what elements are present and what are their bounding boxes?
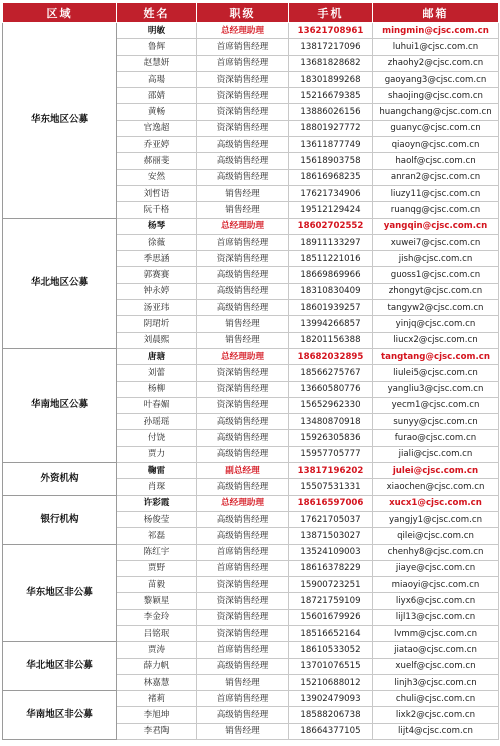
header-title: 职级 xyxy=(197,3,289,23)
name-cell: 杨柳 xyxy=(117,381,197,397)
title-cell: 高级销售经理 xyxy=(197,528,289,544)
phone-cell: 13871503027 xyxy=(289,528,373,544)
name-cell: 乔亚婷 xyxy=(117,137,197,153)
region-cell: 华南地区非公募 xyxy=(3,691,117,740)
name-cell: 刘哲语 xyxy=(117,185,197,201)
title-cell: 首席销售经理 xyxy=(197,55,289,71)
title-cell: 资深销售经理 xyxy=(197,381,289,397)
phone-cell: 18310830409 xyxy=(289,283,373,299)
title-cell: 资深销售经理 xyxy=(197,120,289,136)
table-row xyxy=(3,463,499,479)
email-cell: miaoyi@cjsc.com.cn xyxy=(373,577,499,593)
title-cell: 高级销售经理 xyxy=(197,169,289,185)
name-cell: 杨俊莹 xyxy=(117,511,197,527)
phone-cell: 13817196202 xyxy=(289,463,373,479)
header-region: 区域 xyxy=(3,3,117,23)
email-cell: yecm1@cjsc.com.cn xyxy=(373,397,499,413)
phone-cell: 13817217096 xyxy=(289,39,373,55)
name-cell: 杨琴 xyxy=(117,218,197,234)
name-cell: 贾涛 xyxy=(117,642,197,658)
title-cell: 总经理助理 xyxy=(197,495,289,511)
email-cell: xucx1@cjsc.com.cn xyxy=(373,495,499,511)
title-cell: 销售经理 xyxy=(197,723,289,739)
phone-cell: 18511221016 xyxy=(289,251,373,267)
email-cell: tangyw2@cjsc.com.cn xyxy=(373,300,499,316)
title-cell: 资深销售经理 xyxy=(197,577,289,593)
email-cell: xiaochen@cjsc.com.cn xyxy=(373,479,499,495)
email-cell: lijl13@cjsc.com.cn xyxy=(373,609,499,625)
table-row xyxy=(3,495,499,511)
title-cell: 资深销售经理 xyxy=(197,71,289,87)
title-cell: 高级销售经理 xyxy=(197,300,289,316)
email-cell: mingmin@cjsc.com.cn xyxy=(373,23,499,39)
name-cell: 陈红宇 xyxy=(117,544,197,560)
email-cell: qiaoyn@cjsc.com.cn xyxy=(373,137,499,153)
title-cell: 副总经理 xyxy=(197,463,289,479)
phone-cell: 18201156388 xyxy=(289,332,373,348)
title-cell: 总经理助理 xyxy=(197,23,289,39)
table-row xyxy=(3,691,499,707)
phone-cell: 15216679385 xyxy=(289,88,373,104)
title-cell: 高级销售经理 xyxy=(197,267,289,283)
table-row xyxy=(3,642,499,658)
phone-cell: 18601939257 xyxy=(289,300,373,316)
table-row xyxy=(3,23,499,39)
email-cell: sunyy@cjsc.com.cn xyxy=(373,414,499,430)
name-cell: 安然 xyxy=(117,169,197,185)
title-cell: 资深销售经理 xyxy=(197,365,289,381)
email-cell: yangqin@cjsc.com.cn xyxy=(373,218,499,234)
header-name: 姓名 xyxy=(117,3,197,23)
name-cell: 付饶 xyxy=(117,430,197,446)
phone-cell: 13886026156 xyxy=(289,104,373,120)
email-cell: lvmm@cjsc.com.cn xyxy=(373,625,499,641)
title-cell: 销售经理 xyxy=(197,316,289,332)
email-cell: liucx2@cjsc.com.cn xyxy=(373,332,499,348)
name-cell: 鲁辉 xyxy=(117,39,197,55)
title-cell: 销售经理 xyxy=(197,332,289,348)
phone-cell: 15652962330 xyxy=(289,397,373,413)
name-cell: 赵慧妍 xyxy=(117,55,197,71)
title-cell: 高级销售经理 xyxy=(197,658,289,674)
phone-cell: 15210688012 xyxy=(289,674,373,690)
email-cell: guanyc@cjsc.com.cn xyxy=(373,120,499,136)
title-cell: 首席销售经理 xyxy=(197,560,289,576)
email-cell: gaoyang3@cjsc.com.cn xyxy=(373,71,499,87)
phone-cell: 13681828682 xyxy=(289,55,373,71)
region-cell: 外资机构 xyxy=(3,463,117,496)
name-cell: 季思涵 xyxy=(117,251,197,267)
phone-cell: 15601679926 xyxy=(289,609,373,625)
name-cell: 高瑒 xyxy=(117,71,197,87)
title-cell: 高级销售经理 xyxy=(197,283,289,299)
title-cell: 高级销售经理 xyxy=(197,414,289,430)
phone-cell: 18616597006 xyxy=(289,495,373,511)
email-cell: yangjy1@cjsc.com.cn xyxy=(373,511,499,527)
region-cell: 银行机构 xyxy=(3,495,117,544)
email-cell: liuzy11@cjsc.com.cn xyxy=(373,185,499,201)
name-cell: 徐薇 xyxy=(117,234,197,250)
phone-cell: 15618903758 xyxy=(289,153,373,169)
name-cell: 黎颖星 xyxy=(117,593,197,609)
email-cell: liulei5@cjsc.com.cn xyxy=(373,365,499,381)
email-cell: guoss1@cjsc.com.cn xyxy=(373,267,499,283)
email-cell: haolf@cjsc.com.cn xyxy=(373,153,499,169)
title-cell: 资深销售经理 xyxy=(197,397,289,413)
phone-cell: 18602702552 xyxy=(289,218,373,234)
name-cell: 李旭坤 xyxy=(117,707,197,723)
table-row xyxy=(3,218,499,234)
phone-cell: 18566275767 xyxy=(289,365,373,381)
name-cell: 阮千格 xyxy=(117,202,197,218)
name-cell: 官逸超 xyxy=(117,120,197,136)
email-cell: huangchang@cjsc.com.cn xyxy=(373,104,499,120)
email-cell: chenhy8@cjsc.com.cn xyxy=(373,544,499,560)
email-cell: tangtang@cjsc.com.cn xyxy=(373,348,499,364)
email-cell: ruanqg@cjsc.com.cn xyxy=(373,202,499,218)
name-cell: 钟永婷 xyxy=(117,283,197,299)
region-cell: 华东地区非公募 xyxy=(3,544,117,642)
title-cell: 总经理助理 xyxy=(197,348,289,364)
phone-cell: 18721759109 xyxy=(289,593,373,609)
title-cell: 销售经理 xyxy=(197,674,289,690)
name-cell: 邵婧 xyxy=(117,88,197,104)
phone-cell: 13621708961 xyxy=(289,23,373,39)
phone-cell: 15957705777 xyxy=(289,446,373,462)
email-cell: lixk2@cjsc.com.cn xyxy=(373,707,499,723)
email-cell: yangliu3@cjsc.com.cn xyxy=(373,381,499,397)
table-body xyxy=(3,23,499,740)
email-cell: jiaye@cjsc.com.cn xyxy=(373,560,499,576)
title-cell: 资深销售经理 xyxy=(197,609,289,625)
name-cell: 刘晨熙 xyxy=(117,332,197,348)
title-cell: 首席销售经理 xyxy=(197,691,289,707)
name-cell: 刘蕾 xyxy=(117,365,197,381)
name-cell: 林嘉慧 xyxy=(117,674,197,690)
email-cell: zhaohy2@cjsc.com.cn xyxy=(373,55,499,71)
email-cell: jiali@cjsc.com.cn xyxy=(373,446,499,462)
phone-cell: 13524109003 xyxy=(289,544,373,560)
phone-cell: 18516652164 xyxy=(289,625,373,641)
region-cell: 华北地区公募 xyxy=(3,218,117,348)
phone-cell: 15900723251 xyxy=(289,577,373,593)
email-cell: julei@cjsc.com.cn xyxy=(373,463,499,479)
phone-cell: 19512129424 xyxy=(289,202,373,218)
table-row xyxy=(3,544,499,560)
name-cell: 肖琛 xyxy=(117,479,197,495)
email-cell: anran2@cjsc.com.cn xyxy=(373,169,499,185)
contact-table xyxy=(2,2,499,740)
title-cell: 首席销售经理 xyxy=(197,642,289,658)
phone-cell: 18911133297 xyxy=(289,234,373,250)
email-cell: xuelf@cjsc.com.cn xyxy=(373,658,499,674)
name-cell: 黄畅 xyxy=(117,104,197,120)
title-cell: 高级销售经理 xyxy=(197,430,289,446)
email-cell: xuwei7@cjsc.com.cn xyxy=(373,234,499,250)
name-cell: 苗毅 xyxy=(117,577,197,593)
title-cell: 首席销售经理 xyxy=(197,39,289,55)
name-cell: 郝丽斐 xyxy=(117,153,197,169)
region-cell: 华北地区非公募 xyxy=(3,642,117,691)
title-cell: 总经理助理 xyxy=(197,218,289,234)
phone-cell: 13701076515 xyxy=(289,658,373,674)
email-cell: luhui1@cjsc.com.cn xyxy=(373,39,499,55)
phone-cell: 18801927772 xyxy=(289,120,373,136)
title-cell: 高级销售经理 xyxy=(197,153,289,169)
name-cell: 唐瑭 xyxy=(117,348,197,364)
email-cell: shaojing@cjsc.com.cn xyxy=(373,88,499,104)
name-cell: 阴珺圻 xyxy=(117,316,197,332)
name-cell: 明敏 xyxy=(117,23,197,39)
title-cell: 高级销售经理 xyxy=(197,137,289,153)
phone-cell: 13480870918 xyxy=(289,414,373,430)
title-cell: 首席销售经理 xyxy=(197,234,289,250)
phone-cell: 17621734906 xyxy=(289,185,373,201)
email-cell: jiatao@cjsc.com.cn xyxy=(373,642,499,658)
phone-cell: 18664377105 xyxy=(289,723,373,739)
title-cell: 高级销售经理 xyxy=(197,479,289,495)
email-cell: chuli@cjsc.com.cn xyxy=(373,691,499,707)
phone-cell: 15507531331 xyxy=(289,479,373,495)
email-cell: zhongyt@cjsc.com.cn xyxy=(373,283,499,299)
email-cell: linjh3@cjsc.com.cn xyxy=(373,674,499,690)
name-cell: 许彩霞 xyxy=(117,495,197,511)
phone-cell: 13611877749 xyxy=(289,137,373,153)
title-cell: 首席销售经理 xyxy=(197,544,289,560)
header-row xyxy=(3,3,499,23)
email-cell: yinjq@cjsc.com.cn xyxy=(373,316,499,332)
title-cell: 高级销售经理 xyxy=(197,446,289,462)
phone-cell: 13660580776 xyxy=(289,381,373,397)
title-cell: 销售经理 xyxy=(197,202,289,218)
name-cell: 祁磊 xyxy=(117,528,197,544)
name-cell: 贾力 xyxy=(117,446,197,462)
phone-cell: 15926305836 xyxy=(289,430,373,446)
name-cell: 叶春媚 xyxy=(117,397,197,413)
name-cell: 孙瑶瑶 xyxy=(117,414,197,430)
phone-cell: 18301899268 xyxy=(289,71,373,87)
title-cell: 高级销售经理 xyxy=(197,707,289,723)
name-cell: 贾野 xyxy=(117,560,197,576)
name-cell: 李君陶 xyxy=(117,723,197,739)
name-cell: 郭赛赛 xyxy=(117,267,197,283)
name-cell: 薛力帆 xyxy=(117,658,197,674)
name-cell: 鞠雷 xyxy=(117,463,197,479)
email-cell: liyx6@cjsc.com.cn xyxy=(373,593,499,609)
phone-cell: 13994266857 xyxy=(289,316,373,332)
region-cell: 华南地区公募 xyxy=(3,348,117,462)
phone-cell: 17621705037 xyxy=(289,511,373,527)
phone-cell: 18610533052 xyxy=(289,642,373,658)
title-cell: 资深销售经理 xyxy=(197,251,289,267)
phone-cell: 18682032895 xyxy=(289,348,373,364)
region-cell: 华东地区公募 xyxy=(3,23,117,219)
name-cell: 李金玲 xyxy=(117,609,197,625)
email-cell: qilei@cjsc.com.cn xyxy=(373,528,499,544)
phone-cell: 18588206738 xyxy=(289,707,373,723)
title-cell: 高级销售经理 xyxy=(197,511,289,527)
email-cell: jish@cjsc.com.cn xyxy=(373,251,499,267)
name-cell: 褚莉 xyxy=(117,691,197,707)
phone-cell: 13902479093 xyxy=(289,691,373,707)
email-cell: furao@cjsc.com.cn xyxy=(373,430,499,446)
phone-cell: 18616968235 xyxy=(289,169,373,185)
title-cell: 资深销售经理 xyxy=(197,88,289,104)
email-cell: lijt4@cjsc.com.cn xyxy=(373,723,499,739)
table-row xyxy=(3,348,499,364)
title-cell: 资深销售经理 xyxy=(197,104,289,120)
header-phone: 手机 xyxy=(289,3,373,23)
phone-cell: 18669869966 xyxy=(289,267,373,283)
name-cell: 汤亚玮 xyxy=(117,300,197,316)
title-cell: 资深销售经理 xyxy=(197,593,289,609)
name-cell: 吕铭珉 xyxy=(117,625,197,641)
header-email: 邮箱 xyxy=(373,3,499,23)
phone-cell: 18616378229 xyxy=(289,560,373,576)
title-cell: 销售经理 xyxy=(197,185,289,201)
title-cell: 资深销售经理 xyxy=(197,625,289,641)
